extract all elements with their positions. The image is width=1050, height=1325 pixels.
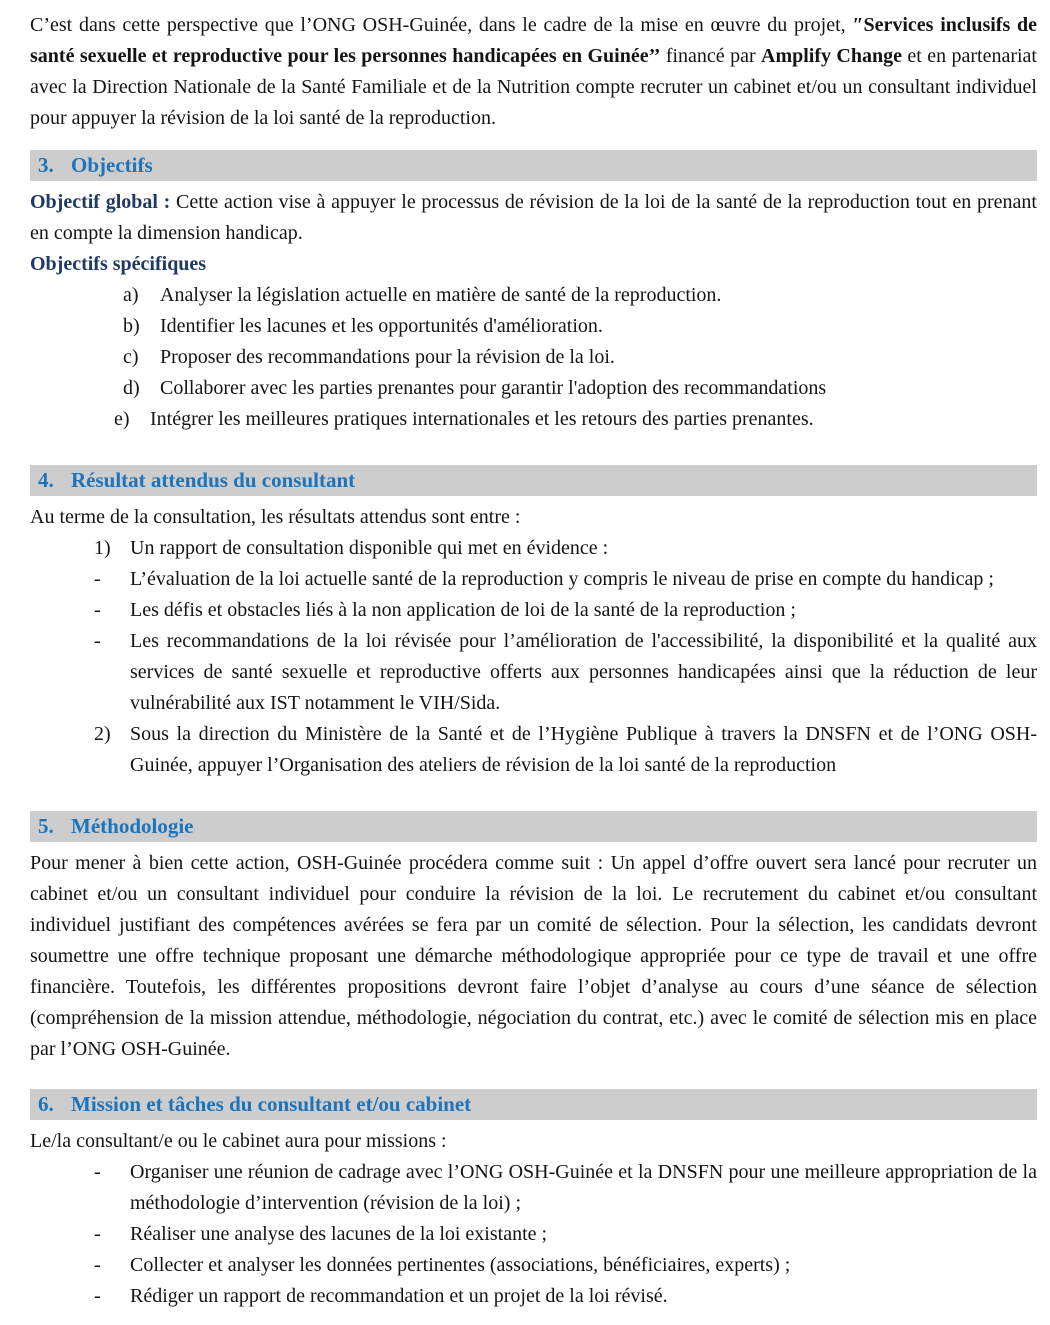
list-marker: -	[94, 1223, 101, 1245]
objectifs-specifiques-label: Objectifs spécifiques	[30, 253, 207, 275]
list-item	[30, 1157, 1037, 1219]
list-item	[30, 719, 1037, 781]
list-item-text: Les défis et obstacles liés à la non application de loi de la santé de la reproduction ;	[130, 599, 796, 621]
section-number: 6.	[38, 1092, 54, 1116]
list-item-text: Intégrer les meilleures pratiques internationales et les retours des parties prenantes.	[150, 408, 814, 430]
list-item	[30, 404, 1037, 435]
list-marker: b)	[123, 315, 140, 337]
list-item	[30, 1281, 1037, 1312]
objectif-global-paragraph	[30, 187, 1037, 249]
resultats-lead: Au terme de la consultation, les résultats attendus sont entre :	[30, 506, 521, 528]
list-item-text: Proposer des recommandations pour la révision de la loi.	[160, 346, 615, 368]
objectif-global-text: Cette action vise à appuyer le processus de révision de la loi de la santé de la reproduction tout en prenant en compte la dimension handicap.	[30, 191, 1037, 244]
section-heading-objectifs	[30, 150, 1037, 181]
section-number: 3.	[38, 153, 54, 177]
list-item-text: Collaborer avec les parties prenantes pour garantir l'adoption des recommandations	[160, 377, 827, 399]
list-item	[30, 1219, 1037, 1250]
section-title: Méthodologie	[71, 814, 194, 838]
list-marker: -	[94, 1161, 101, 1183]
list-item	[30, 311, 1037, 342]
list-item	[30, 280, 1037, 311]
list-marker: a)	[123, 284, 139, 306]
list-marker: c)	[123, 346, 139, 368]
section-heading-resultats	[30, 465, 1037, 496]
list-item	[30, 564, 1037, 595]
section-title: Mission et tâches du consultant et/ou cabinet	[71, 1092, 472, 1116]
mission-lead: Le/la consultant/e ou le cabinet aura pour missions :	[30, 1130, 447, 1152]
list-item-text: Réaliser une analyse des lacunes de la loi existante ;	[130, 1223, 548, 1245]
section-heading-methodologie	[30, 811, 1037, 842]
list-item-text: Rédiger un rapport de recommandation et un projet de la loi révisé.	[130, 1285, 668, 1307]
list-marker: 2)	[94, 723, 111, 745]
list-item-text: Analyser la législation actuelle en matière de santé de la reproduction.	[160, 284, 722, 306]
section-heading-mission	[30, 1089, 1037, 1120]
mission-list	[30, 1157, 1037, 1312]
list-item-text: Sous la direction du Ministère de la Santé et de l’Hygiène Publique à travers la DNSFN et de l’ONG OSH-Guinée, appuyer l’Organisation des ateliers de révision de la loi santé de la reproduction	[130, 723, 1037, 776]
intro-text-2: financé par	[660, 45, 762, 67]
list-item-text: Collecter et analyser les données pertinentes (associations, bénéficiaires, experts) ;	[130, 1254, 791, 1276]
intro-text-1: C’est dans cette perspective que l’ONG OSH-Guinée, dans le cadre de la mise en œuvre du projet,	[30, 14, 853, 36]
list-item	[30, 533, 1037, 564]
list-marker: -	[94, 1254, 101, 1276]
intro-paragraph	[30, 10, 1037, 134]
list-marker: -	[94, 599, 101, 621]
intro-funder-name: Amplify Change	[761, 45, 902, 67]
list-item	[30, 373, 1037, 404]
list-item-text: Organiser une réunion de cadrage avec l’ONG OSH-Guinée et la DNSFN pour une meilleure appropriation de la méthodologie d’intervention (révision de la loi) ;	[130, 1161, 1037, 1214]
list-marker: -	[94, 1285, 101, 1307]
list-item	[30, 595, 1037, 626]
list-item-text: Identifier les lacunes et les opportunités d'amélioration.	[160, 315, 603, 337]
intro-text-3: et en partenariat avec la Direction Nationale de la Santé Familiale et de la Nutrition compte recruter un cabinet et/ou un consultant individuel pour appuyer la révision de la loi santé de la reproduction.	[30, 45, 1037, 129]
list-marker: 1)	[94, 537, 111, 559]
methodologie-paragraph: Pour mener à bien cette action, OSH-Guinée procédera comme suit : Un appel d’offre ouvert sera lancé pour recruter un cabinet et/ou un consultant individuel pour conduire la révision de la loi. Le recrutement du cabinet et/ou consultant individuel justifiant des compétences avérées se fera par un comité de sélection. Pour la sélection, les candidats devront soumettre une offre technique proposant une démarche méthodologique appropriée pour ce type de travail et une offre financière. Toutefois, les différentes propositions devront faire l’objet d’analyse au cours d’une séance de sélection (compréhension de la mission attendue, méthodologie, négociation du contrat, etc.) avec le comité de sélection mis en place par l’ONG OSH-Guinée.	[30, 852, 1037, 1060]
list-marker: e)	[114, 408, 130, 430]
list-marker: d)	[123, 377, 140, 399]
resultats-list	[30, 533, 1037, 781]
section-number: 4.	[38, 468, 54, 492]
section-title: Résultat attendus du consultant	[71, 468, 356, 492]
objectifs-specifiques-list	[30, 280, 1037, 435]
list-item-text: Un rapport de consultation disponible qui met en évidence :	[130, 537, 609, 559]
section-number: 5.	[38, 814, 54, 838]
intro-project-title: ″Services inclusifs de santé sexuelle et reproductive pour les personnes handicapées en Guinée’’	[30, 14, 1037, 67]
list-item	[30, 1250, 1037, 1281]
section-title: Objectifs	[71, 153, 153, 177]
list-item-text: Les recommandations de la loi révisée pour l’amélioration de l'accessibilité, la disponibilité et la qualité aux services de santé sexuelle et reproductive offerts aux personnes handicapées ainsi que la réduction de leur vulnérabilité aux IST notamment le VIH/Sida.	[130, 630, 1037, 714]
list-item-text: L’évaluation de la loi actuelle santé de la reproduction y compris le niveau de prise en compte du handicap ;	[130, 568, 994, 590]
list-marker: -	[94, 630, 101, 652]
list-marker: -	[94, 568, 101, 590]
objectif-global-label: Objectif global :	[30, 191, 171, 213]
list-item	[30, 626, 1037, 719]
list-item	[30, 342, 1037, 373]
